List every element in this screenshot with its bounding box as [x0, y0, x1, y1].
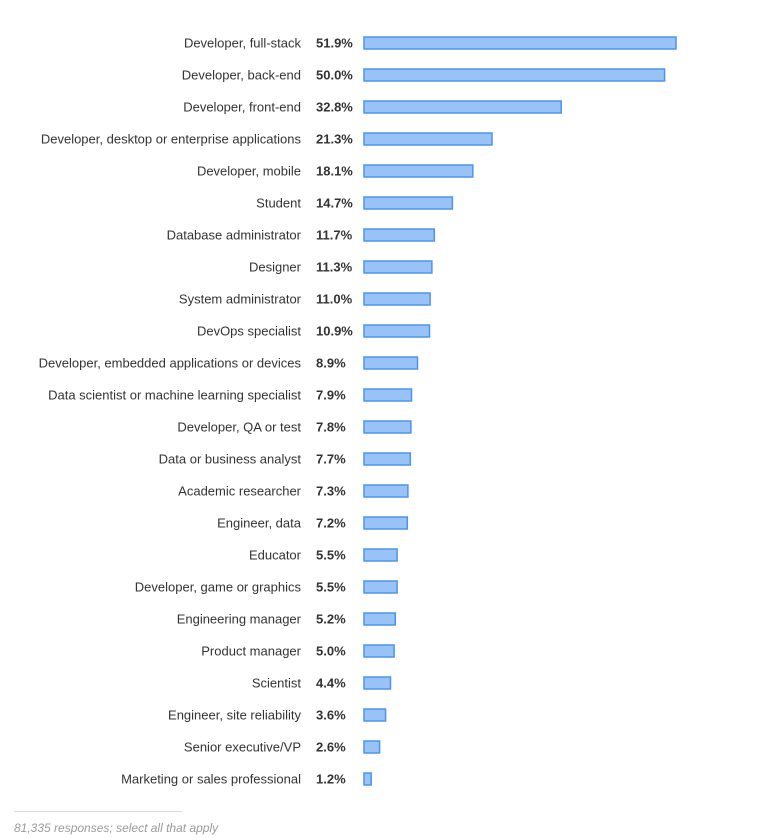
category-label-developer-game-or-graphics: Developer, game or graphics — [134, 579, 301, 595]
bar-developer-desktop-or-enterprise-applications — [364, 133, 492, 145]
bar-database-administrator — [364, 229, 434, 241]
responses-footnote: 81,335 responses; select all that apply — [14, 821, 219, 835]
bar-row-developer-back-end — [182, 68, 665, 83]
bar-row-marketing-or-sales-professional — [121, 772, 371, 787]
bar-row-developer-qa-or-test — [177, 420, 410, 435]
bar-engineering-manager — [364, 613, 395, 625]
bar-row-designer — [249, 260, 432, 275]
category-label-developer-full-stack: Developer, full-stack — [183, 35, 301, 51]
value-label-data-or-business-analyst: 7.7% — [316, 451, 346, 467]
category-label-developer-embedded-applications-or-devices: Developer, embedded applications or devices — [38, 355, 301, 371]
value-label-designer: 11.3% — [316, 259, 353, 275]
bar-row-product-manager — [201, 644, 394, 659]
bar-devops-specialist — [364, 325, 430, 337]
value-label-devops-specialist: 10.9% — [316, 323, 353, 339]
bar-senior-executive-vp — [364, 741, 380, 753]
bar-developer-embedded-applications-or-devices — [364, 357, 418, 369]
bar-row-developer-desktop-or-enterprise-applications — [41, 132, 492, 147]
value-label-engineer-data: 7.2% — [316, 515, 346, 531]
value-label-database-administrator: 11.7% — [316, 227, 353, 243]
value-label-engineer-site-reliability: 3.6% — [316, 707, 346, 723]
bar-row-engineer-data — [217, 516, 407, 531]
bar-system-administrator — [364, 293, 430, 305]
category-label-developer-desktop-or-enterprise-applications: Developer, desktop or enterprise applications — [40, 131, 301, 147]
bar-marketing-or-sales-professional — [364, 773, 371, 785]
footnote-divider — [14, 811, 182, 812]
value-label-developer-full-stack: 51.9% — [316, 35, 353, 51]
category-label-academic-researcher: Academic researcher — [178, 483, 301, 499]
bar-data-or-business-analyst — [364, 453, 410, 465]
category-label-designer: Designer — [248, 259, 301, 275]
value-label-educator: 5.5% — [316, 547, 346, 563]
bar-developer-game-or-graphics — [364, 581, 397, 593]
bar-designer — [364, 261, 432, 273]
bar-developer-mobile — [364, 165, 473, 177]
bar-developer-back-end — [364, 69, 665, 81]
category-label-student: Student — [256, 195, 301, 211]
value-label-academic-researcher: 7.3% — [316, 483, 346, 499]
bar-scientist — [364, 677, 391, 689]
bar-educator — [364, 549, 397, 561]
category-label-senior-executive-vp: Senior executive/VP — [183, 739, 301, 755]
value-label-developer-game-or-graphics: 5.5% — [316, 579, 346, 595]
value-label-developer-qa-or-test: 7.8% — [316, 419, 346, 435]
category-label-engineering-manager: Engineering manager — [176, 611, 301, 627]
bar-row-academic-researcher — [178, 484, 408, 499]
value-label-engineering-manager: 5.2% — [316, 611, 346, 627]
value-label-senior-executive-vp: 2.6% — [316, 739, 346, 755]
category-label-database-administrator: Database administrator — [166, 227, 301, 243]
bar-row-scientist — [252, 676, 391, 691]
bar-row-engineer-site-reliability — [168, 708, 386, 723]
bar-data-scientist-or-machine-learning-specialist — [364, 389, 412, 401]
value-label-developer-mobile: 18.1% — [316, 163, 353, 179]
category-label-developer-qa-or-test: Developer, QA or test — [177, 419, 301, 435]
bar-row-student — [256, 196, 452, 211]
category-label-scientist: Scientist — [251, 675, 301, 691]
bar-row-data-scientist-or-machine-learning-specialist — [48, 388, 411, 403]
value-label-scientist: 4.4% — [316, 675, 346, 691]
bar-product-manager — [364, 645, 394, 657]
bar-row-educator — [249, 548, 397, 563]
bar-row-developer-front-end — [183, 100, 561, 115]
value-label-developer-front-end: 32.8% — [316, 99, 353, 115]
bar-row-database-administrator — [167, 228, 435, 243]
category-label-developer-mobile: Developer, mobile — [196, 163, 301, 179]
bar-academic-researcher — [364, 485, 408, 497]
bar-developer-full-stack — [364, 37, 676, 49]
bar-row-developer-game-or-graphics — [135, 580, 397, 595]
category-label-engineer-site-reliability: Engineer, site reliability — [168, 707, 301, 723]
bar-row-senior-executive-vp — [184, 740, 380, 755]
value-label-student: 14.7% — [316, 195, 353, 211]
category-label-engineer-data: Engineer, data — [217, 515, 301, 531]
value-label-system-administrator: 11.0% — [316, 291, 353, 307]
category-label-educator: Educator — [248, 547, 301, 563]
bar-developer-front-end — [364, 101, 561, 113]
bar-row-developer-embedded-applications-or-devices — [39, 356, 418, 371]
bar-row-system-administrator — [179, 292, 430, 307]
bar-developer-qa-or-test — [364, 421, 411, 433]
value-label-developer-desktop-or-enterprise-applications: 21.3% — [316, 131, 353, 147]
bar-student — [364, 197, 452, 209]
category-label-developer-back-end: Developer, back-end — [181, 67, 301, 83]
category-label-developer-front-end: Developer, front-end — [183, 99, 301, 115]
category-label-system-administrator: System administrator — [178, 291, 301, 307]
bar-row-developer-mobile — [197, 164, 473, 179]
bar-row-devops-specialist — [197, 324, 430, 339]
category-label-product-manager: Product manager — [201, 643, 301, 659]
value-label-marketing-or-sales-professional: 1.2% — [316, 771, 346, 787]
bar-row-data-or-business-analyst — [159, 452, 411, 467]
value-label-developer-back-end: 50.0% — [316, 67, 353, 83]
bar-row-developer-full-stack — [184, 36, 676, 51]
bar-row-engineering-manager — [177, 612, 396, 627]
value-label-product-manager: 5.0% — [316, 643, 346, 659]
value-label-data-scientist-or-machine-learning-specialist: 7.9% — [316, 387, 346, 403]
category-label-marketing-or-sales-professional: Marketing or sales professional — [121, 771, 301, 787]
bar-engineer-site-reliability — [364, 709, 386, 721]
category-label-devops-specialist: DevOps specialist — [196, 323, 301, 339]
category-label-data-or-business-analyst: Data or business analyst — [158, 451, 301, 467]
value-label-developer-embedded-applications-or-devices: 8.9% — [316, 355, 346, 371]
bar-engineer-data — [364, 517, 407, 529]
category-label-data-scientist-or-machine-learning-specialist: Data scientist or machine learning specialist — [48, 387, 301, 403]
